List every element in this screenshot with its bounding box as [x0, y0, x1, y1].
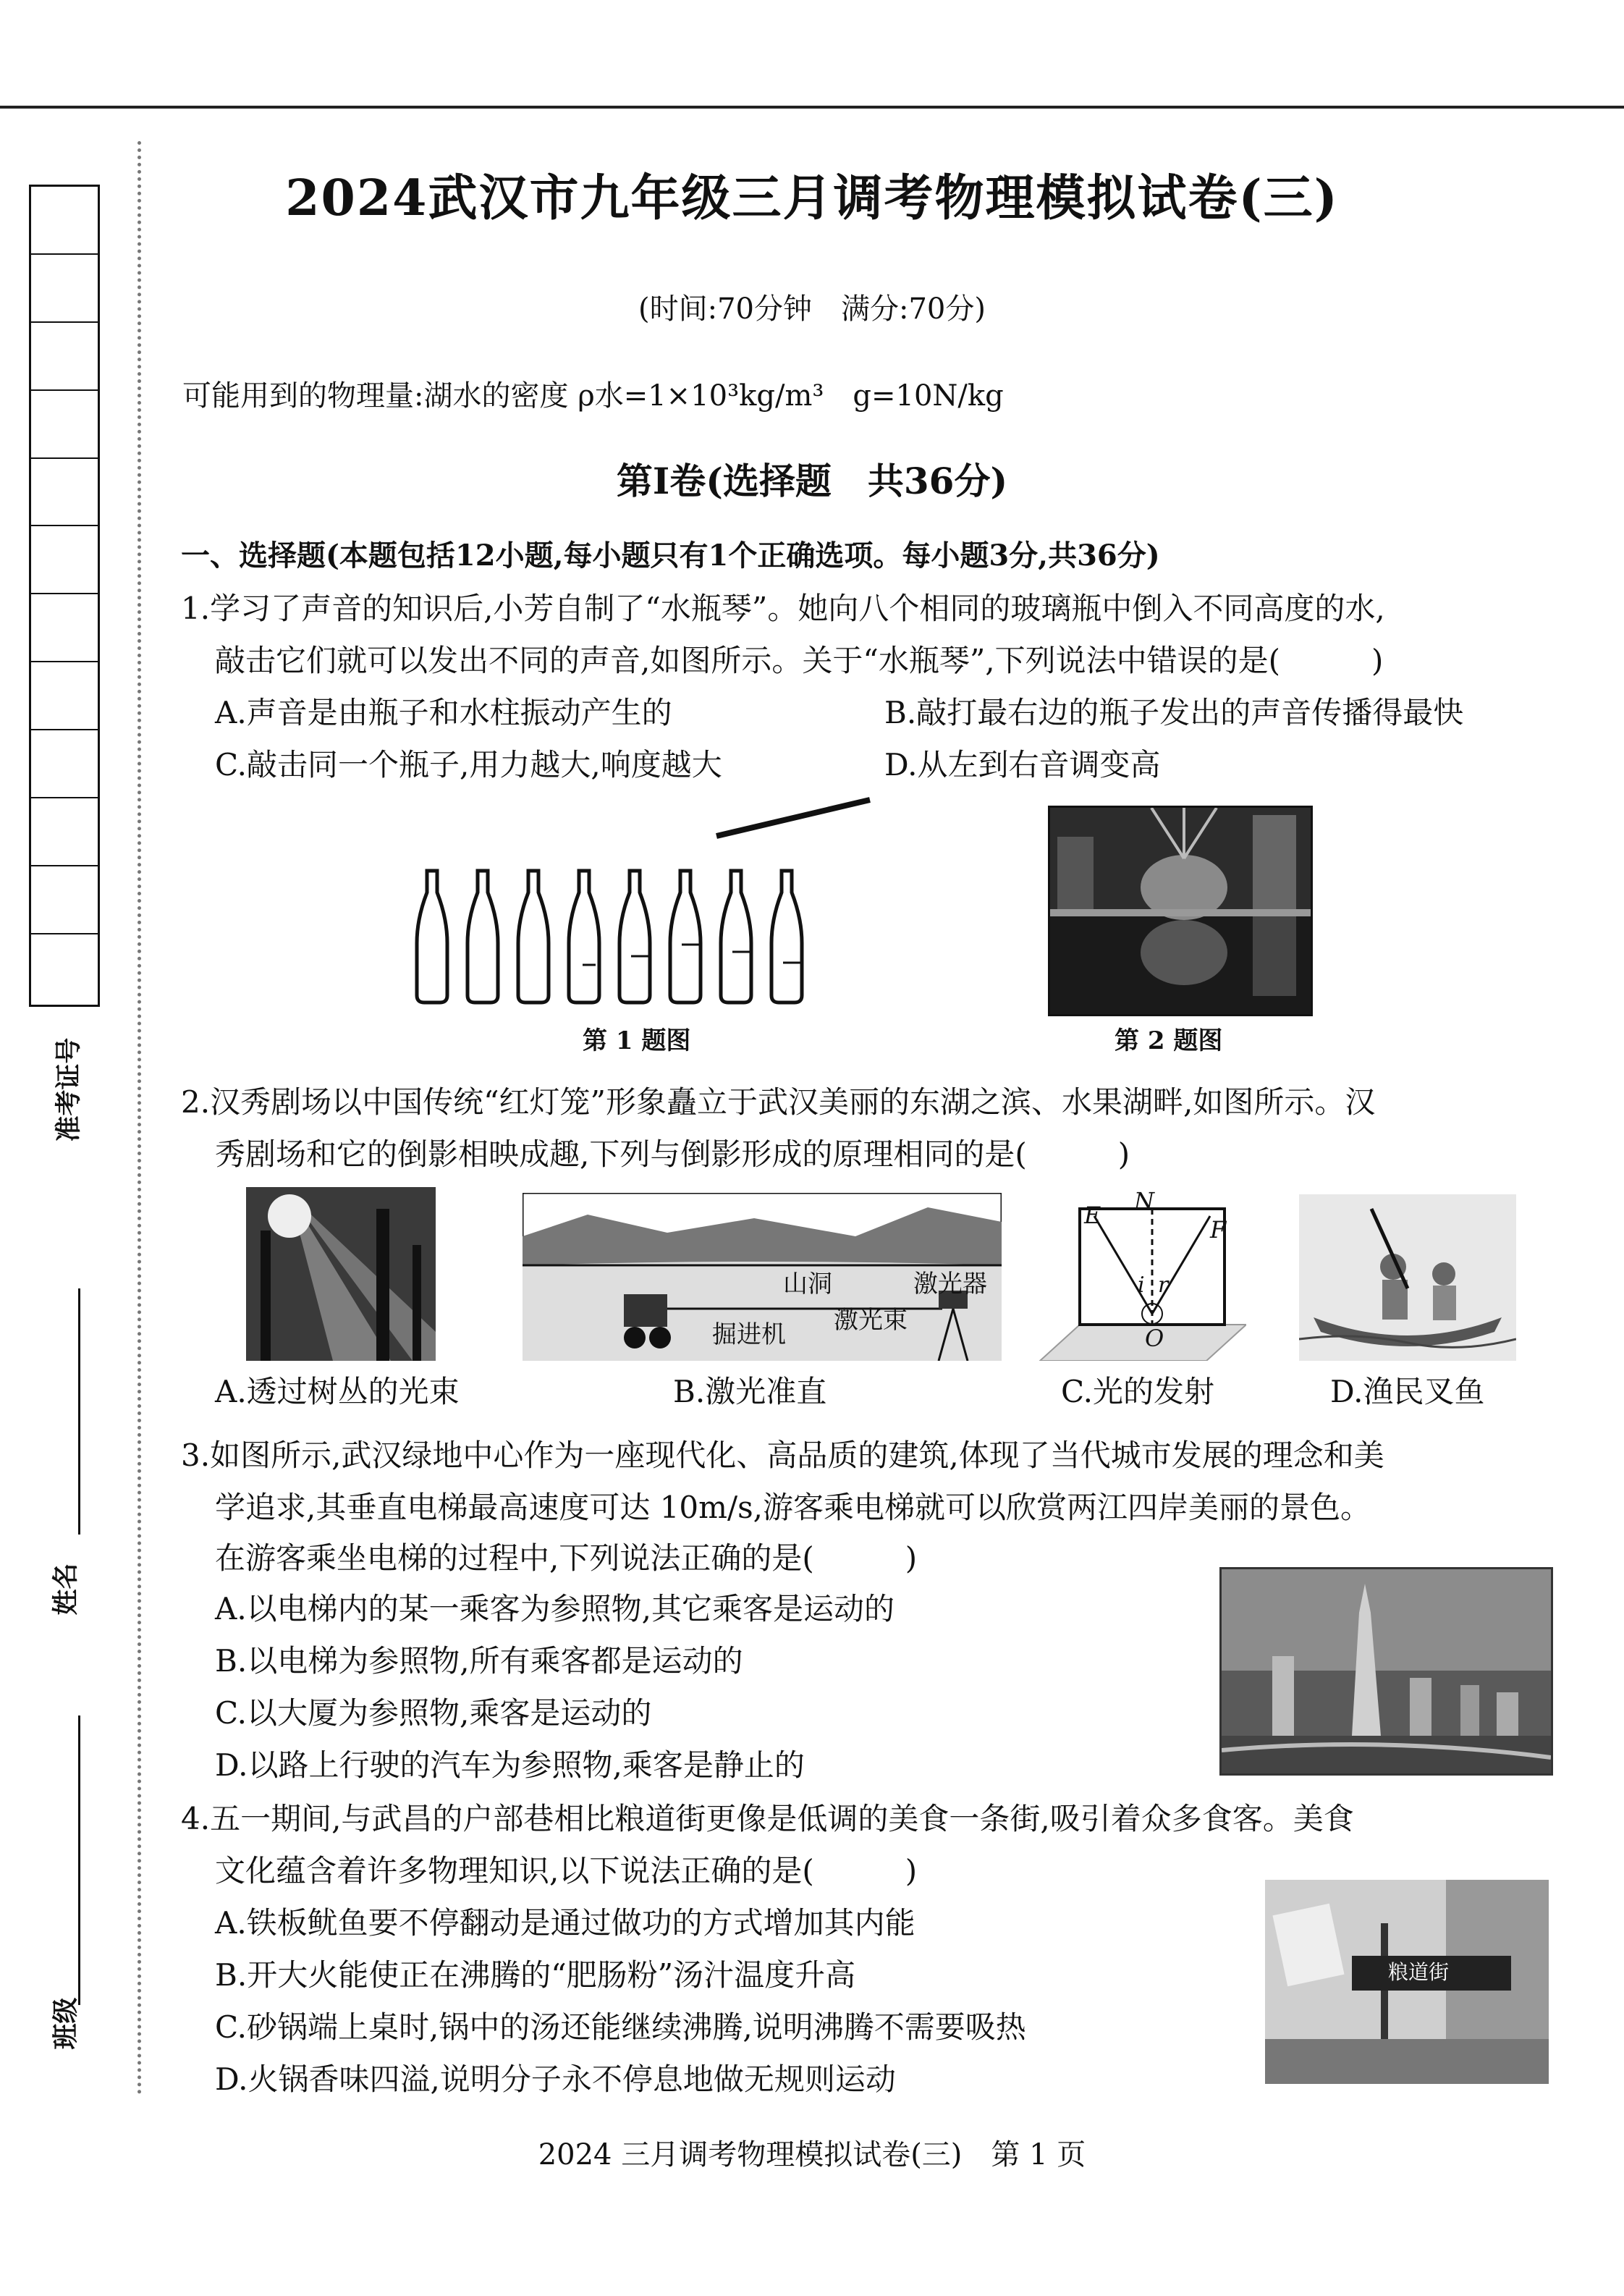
q4-line2: 文化蕴含着许多物理知识,以下说法正确的是( ) — [215, 1853, 918, 1888]
q3-option-c: C.以大厦为参照物,乘客是运动的 — [215, 1695, 652, 1731]
label-cave: 山洞 — [783, 1270, 832, 1299]
label-f: F — [1210, 1216, 1227, 1244]
bottle-5 — [619, 871, 650, 1003]
fig1-caption: 第 1 题图 — [583, 1026, 691, 1055]
q1-option-d: D.从左到右音调变高 — [884, 747, 1161, 782]
bottle-8 — [771, 871, 802, 1003]
label-o: O — [1145, 1325, 1164, 1352]
q2-reflection-diagram — [1036, 1187, 1246, 1361]
exam-title: 2024武汉市九年级三月调考物理模拟试卷(三) — [285, 169, 1339, 227]
name-blank[interactable] — [78, 1288, 80, 1535]
class-blank[interactable] — [78, 1715, 80, 2005]
fig2-caption: 第 2 题图 — [1115, 1026, 1223, 1055]
q3-option-d: D.以路上行驶的汽车为参照物,乘客是静止的 — [215, 1747, 805, 1783]
label-i: i — [1138, 1272, 1145, 1298]
exam-info: (时间:70分钟 满分:70分) — [638, 292, 986, 326]
label-n: N — [1134, 1187, 1154, 1215]
q4-option-d: D.火锅香味四溢,说明分子永不停息地做无规则运动 — [215, 2061, 896, 2097]
bottle-3 — [518, 871, 549, 1003]
physical-constants: 可能用到的物理量:湖水的密度 ρ水=1×10³kg/m³ g=10N/kg — [182, 379, 1004, 413]
q3-line2: 学追求,其垂直电梯最高速度可达 10m/s,游客乘电梯就可以欣赏两江四岸美丽的景色。 — [215, 1490, 1371, 1525]
q2-option-c: C.光的发射 — [1061, 1374, 1214, 1409]
label-r: r — [1158, 1272, 1169, 1298]
q4-option-a: A.铁板鱿鱼要不停翻动是通过做功的方式增加其内能 — [215, 1905, 915, 1941]
q4-street-sign-photo — [1265, 1880, 1549, 2084]
q3-option-b: B.以电梯为参照物,所有乘客都是运动的 — [215, 1643, 743, 1679]
exam-id-label: 准考证号 — [53, 1037, 84, 1142]
q2-forest-light-image — [246, 1187, 436, 1361]
q2-option-b: B.激光准直 — [673, 1374, 827, 1409]
q4-option-b: B.开大火能使正在沸腾的“肥肠粉”汤汁温度升高 — [215, 1957, 856, 1993]
name-label: 姓名 — [50, 1563, 81, 1616]
q1-line2: 敲击它们就可以发出不同的声音,如图所示。关于“水瓶琴”,下列说法中错误的是( ) — [215, 643, 1384, 678]
q3-line1: 3.如图所示,武汉绿地中心作为一座现代化、高品质的建筑,体现了当代城市发展的理念和美 — [181, 1438, 1384, 1473]
q2-line2: 秀剧场和它的倒影相映成趣,下列与倒影形成的原理相同的是( ) — [215, 1136, 1130, 1172]
q1-option-c: C.敲击同一个瓶子,用力越大,响度越大 — [215, 747, 722, 782]
bottle-6 — [670, 871, 701, 1003]
q1-bottles-figure — [413, 793, 876, 1010]
label-beam: 激光束 — [834, 1306, 908, 1335]
q2-option-a: A.透过树丛的光束 — [215, 1374, 460, 1409]
binding-dotted-line — [138, 141, 141, 2095]
striking-rod — [716, 800, 870, 836]
label-machine: 掘进机 — [712, 1320, 786, 1349]
section-heading: 第Ⅰ卷(选择题 共36分) — [616, 460, 1008, 502]
bottle-7 — [721, 871, 751, 1003]
q3-greenland-center-photo — [1219, 1567, 1553, 1776]
top-rule — [0, 106, 1624, 109]
label-e: E — [1084, 1202, 1101, 1229]
bottle-2 — [468, 871, 498, 1003]
q1-option-b: B.敲打最右边的瓶子发出的声音传播得最快 — [884, 695, 1464, 730]
label-laser: 激光器 — [913, 1270, 987, 1299]
bottle-1 — [417, 871, 447, 1003]
q1-line1: 1.学习了声音的知识后,小芳自制了“水瓶琴”。她向八个相同的玻璃瓶中倒入不同高度的水, — [181, 591, 1385, 626]
q2-option-d: D.渔民叉鱼 — [1330, 1374, 1485, 1409]
class-label: 班级 — [50, 1997, 81, 2050]
q4-line1: 4.五一期间,与武昌的户部巷相比粮道街更像是低调的美食一条街,吸引着众多食客。美食 — [181, 1801, 1354, 1836]
street-sign-text: 粮道街 — [1388, 1960, 1450, 1984]
q3-line3: 在游客乘坐电梯的过程中,下列说法正确的是( ) — [215, 1540, 918, 1576]
section-instruction: 一、选择题(本题包括12小题,每小题只有1个正确选项。每小题3分,共36分) — [181, 539, 1160, 573]
q2-line1: 2.汉秀剧场以中国传统“红灯笼”形象矗立于武汉美丽的东湖之滨、水果湖畔,如图所示。汉 — [181, 1084, 1376, 1120]
q2-fisherman-image — [1299, 1194, 1516, 1361]
bottle-group — [417, 871, 802, 1003]
hanshow-theatre-photo — [1048, 806, 1313, 1016]
q3-option-a: A.以电梯内的某一乘客为参照物,其它乘客是运动的 — [215, 1591, 895, 1626]
page-footer: 2024 三月调考物理模拟试卷(三) 第 1 页 — [538, 2138, 1086, 2172]
q2-laser-tunnel-diagram — [523, 1193, 1002, 1361]
q4-option-c: C.砂锅端上桌时,锅中的汤还能继续沸腾,说明沸腾不需要吸热 — [215, 2009, 1026, 2045]
q1-option-a: A.声音是由瓶子和水柱振动产生的 — [215, 695, 672, 730]
bottle-4 — [569, 871, 599, 1003]
